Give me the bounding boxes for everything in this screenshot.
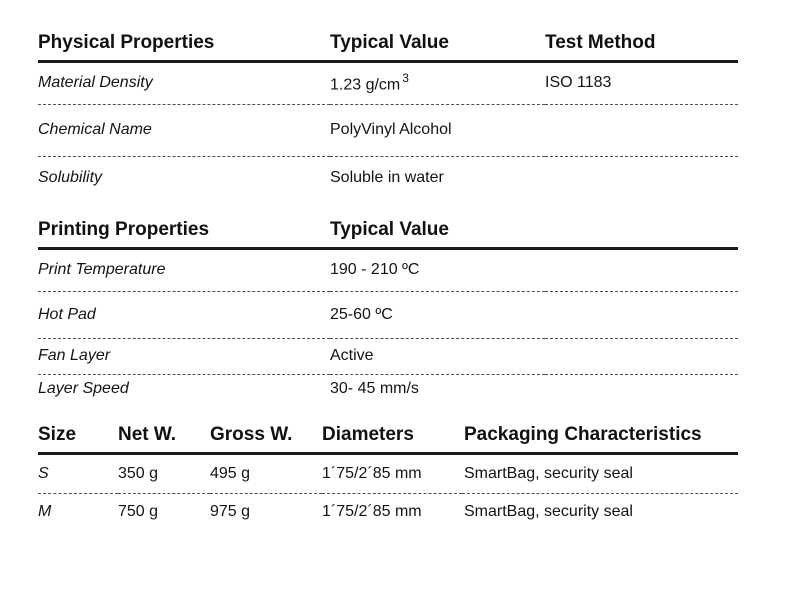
table-row-layer-speed bbox=[38, 374, 738, 404]
header-typical-value: Typical Value bbox=[330, 31, 449, 53]
typical-value-cell: Active bbox=[330, 347, 374, 364]
empty-cell bbox=[545, 374, 738, 404]
header-diameters: Diameters bbox=[322, 423, 414, 445]
property-name: Fan Layer bbox=[38, 347, 111, 364]
physical-header-row bbox=[38, 30, 738, 61]
header-size: Size bbox=[38, 423, 77, 445]
header-net-weight: Net W. bbox=[118, 423, 177, 445]
property-name: Layer Speed bbox=[38, 380, 129, 398]
table-row-fan-layer bbox=[38, 338, 738, 374]
table-row-hot-pad bbox=[38, 291, 738, 338]
net-weight-cell: 350 g bbox=[118, 464, 159, 482]
typical-value-cell: 190 - 210 ºC bbox=[330, 261, 420, 278]
typical-value-cell: 25-60 ºC bbox=[330, 305, 393, 323]
table-row-size-s bbox=[38, 453, 738, 493]
gross-weight-cell: 975 g bbox=[210, 502, 251, 520]
typical-value-cell: 30- 45 mm/s bbox=[330, 380, 419, 398]
superscript-exponent: 3 bbox=[402, 70, 409, 85]
sizes-header-row bbox=[38, 414, 738, 453]
packaging-cell: SmartBag, security seal bbox=[464, 464, 633, 482]
property-name: Chemical Name bbox=[38, 121, 152, 138]
property-name: Hot Pad bbox=[38, 305, 96, 323]
net-weight-cell: 750 g bbox=[118, 502, 159, 520]
header-printing-properties: Printing Properties bbox=[38, 218, 210, 240]
empty-cell bbox=[545, 291, 738, 338]
diameters-cell: 1´75/2´85 mm bbox=[322, 502, 422, 520]
physical-properties-table bbox=[38, 30, 738, 200]
empty-cell bbox=[545, 338, 738, 374]
table-row-size-m bbox=[38, 493, 738, 530]
printing-header-row bbox=[38, 210, 738, 248]
table-row-solubility bbox=[38, 156, 738, 200]
header-packaging-characteristics: Packaging Characteristics bbox=[464, 423, 702, 445]
gross-weight-cell: 495 g bbox=[210, 464, 251, 482]
table-row-print-temperature bbox=[38, 248, 738, 291]
packaging-cell: SmartBag, security seal bbox=[464, 502, 633, 520]
header-physical-properties: Physical Properties bbox=[38, 31, 215, 53]
header-empty bbox=[545, 210, 738, 248]
test-method-cell: ISO 1183 bbox=[545, 74, 612, 91]
value-text: 1.23 g/cm bbox=[330, 76, 401, 94]
printing-properties-table bbox=[38, 210, 738, 404]
empty-cell bbox=[545, 248, 738, 291]
property-name: Material Density bbox=[38, 74, 153, 91]
property-name: Print Temperature bbox=[38, 261, 166, 278]
header-gross-weight: Gross W. bbox=[210, 423, 293, 445]
test-method-cell bbox=[545, 156, 738, 200]
typical-value-cell: Soluble in water bbox=[330, 169, 444, 187]
header-typical-value: Typical Value bbox=[330, 218, 449, 240]
header-test-method: Test Method bbox=[545, 31, 656, 53]
size-cell: M bbox=[38, 502, 52, 520]
table-row-chemical-name bbox=[38, 104, 738, 156]
typical-value-cell bbox=[330, 61, 545, 104]
diameters-cell: 1´75/2´85 mm bbox=[322, 464, 422, 482]
typical-value-cell: PolyVinyl Alcohol bbox=[330, 121, 452, 138]
size-cell: S bbox=[38, 464, 49, 482]
test-method-cell bbox=[545, 104, 738, 156]
property-name: Solubility bbox=[38, 169, 103, 187]
table-row-material-density bbox=[38, 61, 738, 104]
sizes-table bbox=[38, 414, 738, 530]
